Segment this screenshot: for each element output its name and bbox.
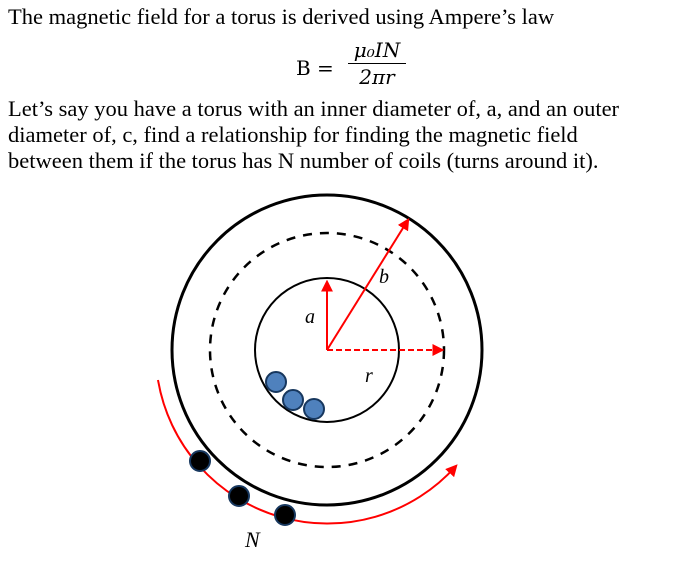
intro-text: The magnetic field for a torus is derived using Ampere’s law: [8, 4, 555, 29]
paragraph-line-3: between them if the torus has N number of coils (turns around it).: [8, 148, 599, 173]
label-r: r: [365, 365, 373, 387]
outer-coil: [275, 505, 295, 525]
equation-lhs: B =: [296, 56, 334, 80]
label-b: b: [379, 266, 389, 288]
label-a: a: [305, 306, 315, 328]
outer-coil: [190, 451, 210, 471]
label-n: N: [245, 527, 260, 552]
inner-coil: [283, 390, 303, 410]
equation-numerator: μ₀IN: [353, 38, 401, 62]
inner-coil: [304, 399, 324, 419]
paragraph-line-1: Let’s say you have a torus with an inner diameter of, a, and an outer: [8, 96, 620, 121]
paragraph-line-2: diameter of, c, find a relationship for finding the magnetic field: [8, 122, 578, 147]
inner-coil: [266, 372, 286, 392]
outer-coil: [229, 486, 249, 506]
equation-denominator: 2πr: [359, 65, 395, 89]
